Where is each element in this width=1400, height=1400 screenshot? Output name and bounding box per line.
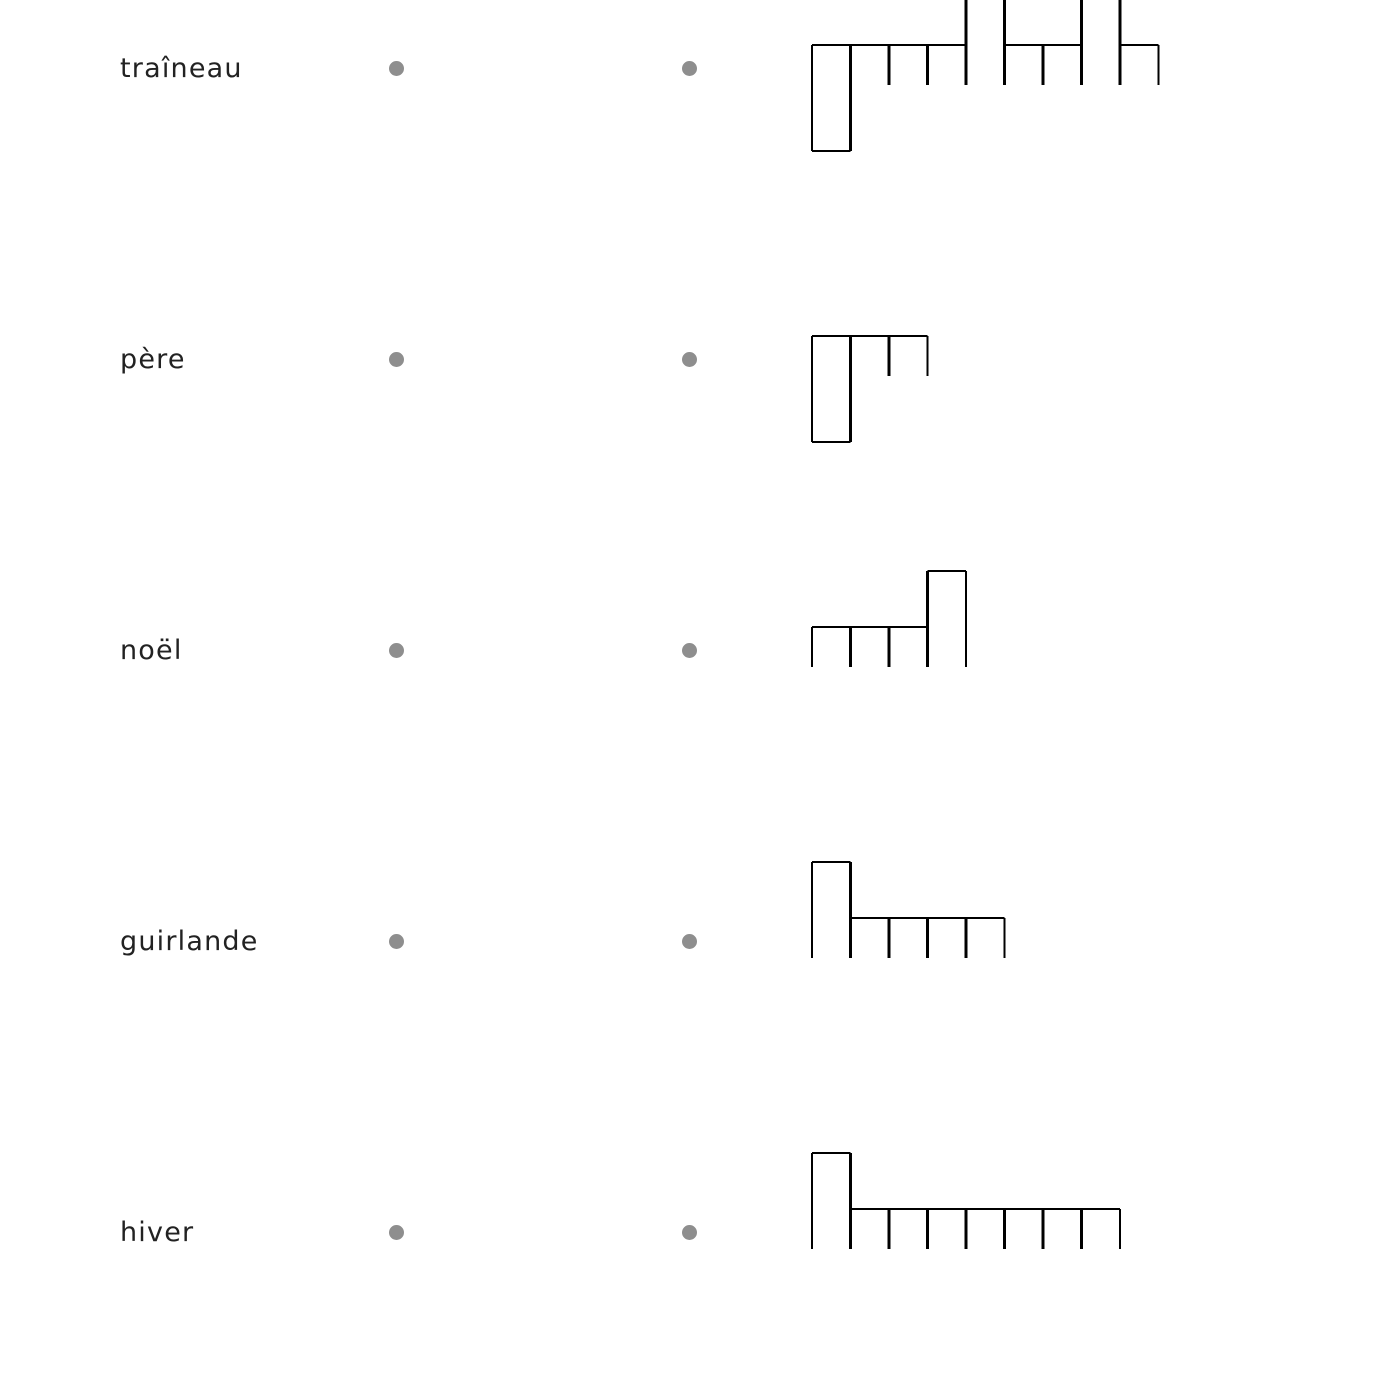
right-connect-dot[interactable] <box>682 352 697 367</box>
letter-box-up <box>1082 0 1121 85</box>
letter-box-mid <box>966 1209 1005 1249</box>
letter-box-up <box>812 862 851 958</box>
right-connect-dot[interactable] <box>682 643 697 658</box>
letter-box-up <box>812 1153 851 1249</box>
word-label: guirlande <box>120 926 259 957</box>
word-label: père <box>120 344 186 375</box>
letter-box-mid <box>812 627 851 667</box>
letter-box-down <box>812 336 851 442</box>
letter-box-mid <box>1082 1209 1121 1249</box>
letter-box-up <box>966 0 1005 85</box>
letter-box-mid <box>889 1209 928 1249</box>
letter-box-down <box>812 45 851 151</box>
left-connect-dot[interactable] <box>389 934 404 949</box>
letter-box-mid <box>889 627 928 667</box>
letter-box-mid <box>1043 1209 1082 1249</box>
letter-box-mid <box>928 1209 967 1249</box>
letter-box-shape <box>808 851 1168 1011</box>
word-label: hiver <box>120 1217 195 1248</box>
right-connect-dot[interactable] <box>682 934 697 949</box>
letter-box-mid <box>928 918 967 958</box>
right-connect-dot[interactable] <box>682 1225 697 1240</box>
letter-box-mid <box>889 45 928 85</box>
letter-box-shape <box>808 0 1168 160</box>
word-label: noël <box>120 635 183 666</box>
letter-box-mid <box>1005 0 1044 85</box>
left-connect-dot[interactable] <box>389 643 404 658</box>
left-connect-dot[interactable] <box>389 61 404 76</box>
letter-box-mid <box>1043 45 1082 85</box>
letter-box-mid <box>966 918 1005 958</box>
left-connect-dot[interactable] <box>389 352 404 367</box>
letter-box-mid <box>851 862 890 958</box>
letter-box-mid <box>889 336 928 376</box>
letter-box-up <box>928 571 967 667</box>
letter-box-mid <box>851 45 890 151</box>
left-connect-dot[interactable] <box>389 1225 404 1240</box>
word-label: traîneau <box>120 53 243 84</box>
letter-box-mid <box>889 918 928 958</box>
letter-box-mid <box>851 336 890 442</box>
letter-box-shape <box>808 300 1168 460</box>
letter-box-shape <box>808 560 1168 720</box>
letter-box-mid <box>851 1153 890 1249</box>
letter-box-shape <box>808 1142 1168 1302</box>
letter-box-mid <box>928 45 967 85</box>
right-connect-dot[interactable] <box>682 61 697 76</box>
letter-box-mid <box>851 627 890 667</box>
letter-box-mid <box>1120 0 1159 85</box>
letter-box-mid <box>1005 1209 1044 1249</box>
